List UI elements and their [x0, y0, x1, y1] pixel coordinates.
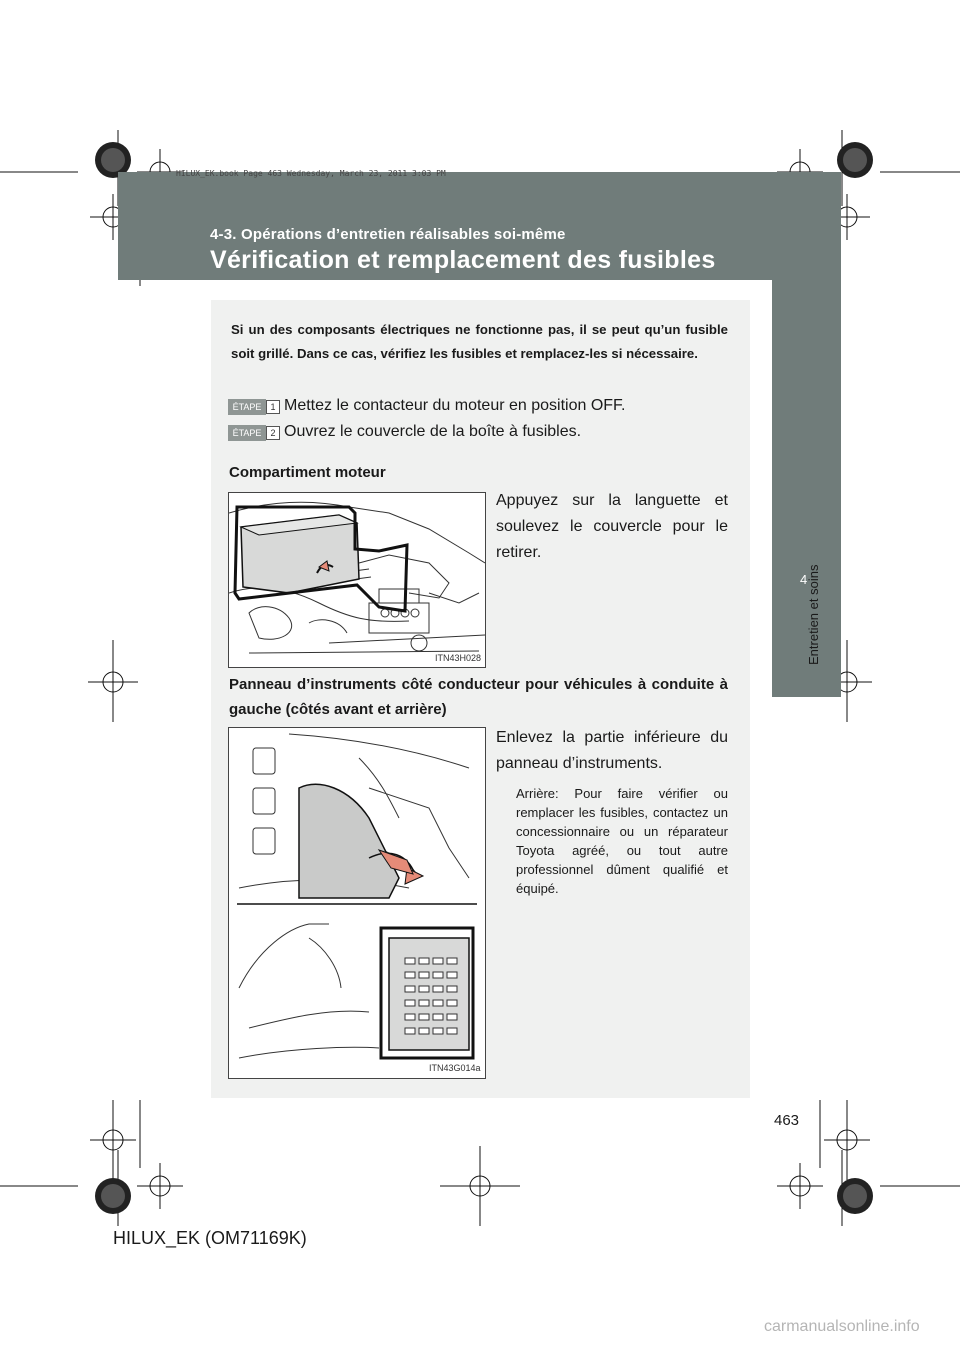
step-badge-number: 2 — [266, 426, 280, 440]
dashboard-heading: Panneau d’instruments côté conducteur pour véhicules à conduite à gauche (côtés avant et arrière) — [229, 676, 728, 718]
step-badge-number: 1 — [266, 400, 280, 414]
intro-text: Si un des composants électriques ne fonctionne pas, il se peut qu’un fusible soit grillé. Dans ce cas, vérifiez les fusibles et remplacez-les si nécessaire. — [231, 322, 728, 361]
dashboard-instruction: Enlevez la partie inférieure du panneau d’instruments. — [496, 729, 728, 772]
step-badge-label: ÉTAPE — [228, 399, 266, 415]
chapter-title: Entretien et soins — [806, 564, 821, 665]
engine-instruction: Appuyez sur la languette et soulevez le couvercle pour le retirer. — [496, 492, 728, 561]
step-badge-1 — [228, 399, 280, 415]
watermark: carmanualsonline.info — [764, 1318, 920, 1335]
step-badge-label: ÉTAPE — [228, 425, 266, 441]
step-1-text: Mettez le contacteur du moteur en position OFF. — [284, 397, 626, 414]
chapter-number: 4 — [800, 572, 808, 587]
engine-figure-code: ITN43H028 — [435, 653, 482, 663]
step-badge-2 — [228, 425, 280, 441]
engine-compartment-illustration — [229, 493, 485, 667]
dashboard-figure-code: ITN43G014a — [429, 1063, 481, 1073]
model-code: HILUX_EK (OM71169K) — [113, 1228, 307, 1248]
page-number: 463 — [774, 1112, 800, 1129]
page-title: Vérification et remplacement des fusibles — [210, 246, 716, 274]
section-label: 4-3. Opérations d’entretien réalisables soi-même — [210, 226, 566, 243]
step-2-text: Ouvrez le couvercle de la boîte à fusibles. — [284, 423, 582, 440]
dashboard-note: Arrière: Pour faire vérifier ou remplacer les fusibles, contactez un concessionnaire ou un réparateur Toyota agréé, ou tout autre professionnel dûment qualifié et équipé. — [516, 786, 728, 896]
file-stamp: HILUX_EK.book Page 463 Wednesday, March 23, 2011 3:03 PM — [176, 169, 446, 178]
dashboard-fuse-figure — [228, 727, 486, 1079]
engine-fuse-figure — [228, 492, 486, 668]
dashboard-illustration — [229, 728, 485, 1078]
engine-heading: Compartiment moteur — [229, 464, 386, 481]
